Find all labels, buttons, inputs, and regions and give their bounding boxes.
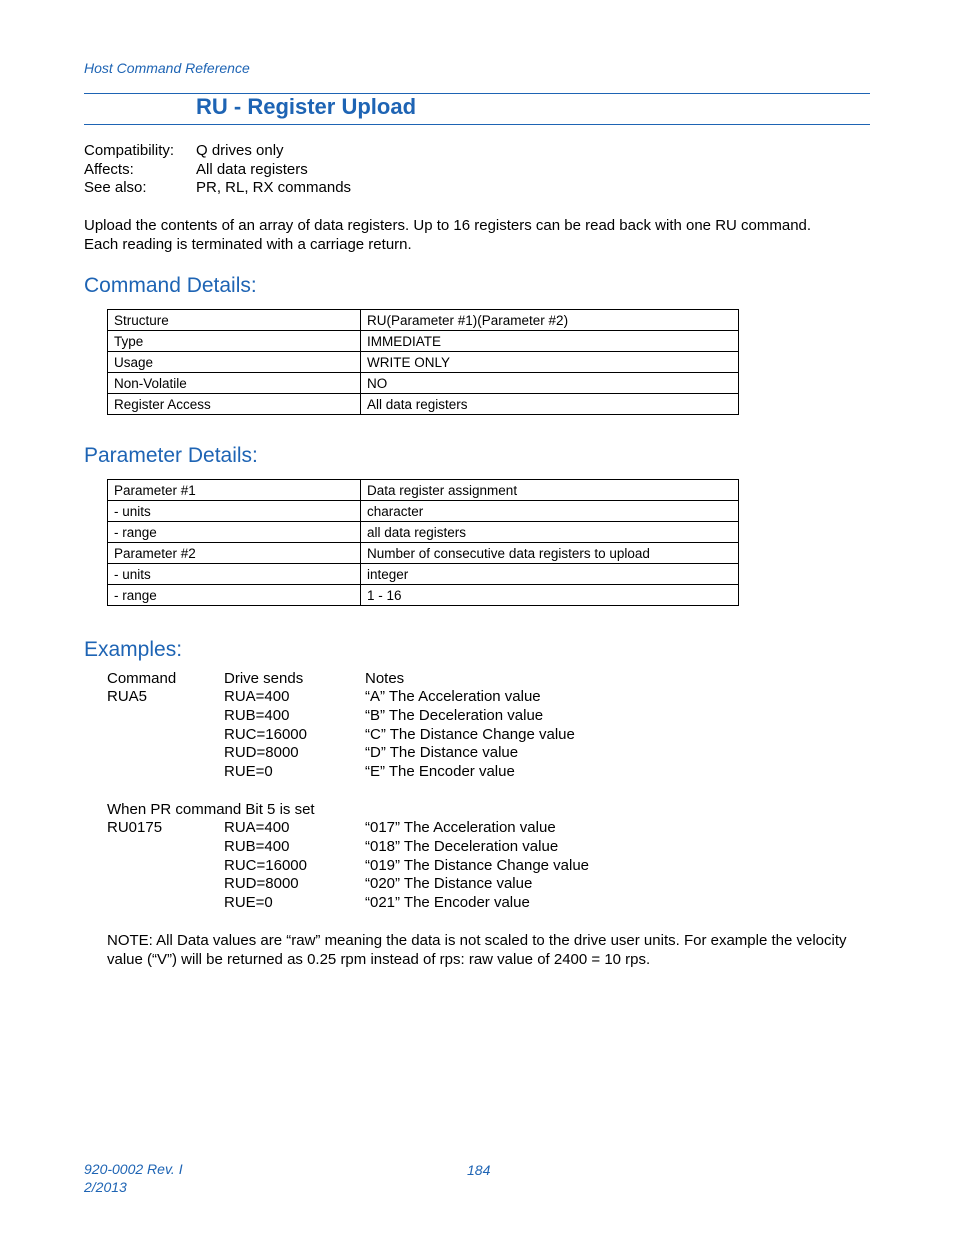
example-response: RUA=400 [224, 819, 290, 836]
table-cell-label: - units [108, 501, 361, 522]
table-cell-label: Usage [108, 352, 361, 373]
example-note: “C” The Distance Change value [365, 726, 575, 743]
example-response: RUA=400 [224, 688, 290, 705]
example-note: “E” The Encoder value [365, 763, 515, 780]
examples-column-command: Command [107, 670, 177, 687]
example-response: RUE=0 [224, 894, 273, 911]
table-row [108, 373, 739, 394]
example-row [107, 688, 807, 707]
parameter-details-table [107, 479, 739, 606]
table-cell-value: RU(Parameter #1)(Parameter #2) [361, 310, 739, 331]
table-row [108, 394, 739, 415]
example-note: “017” The Acceleration value [365, 819, 556, 836]
table-cell-label: - range [108, 522, 361, 543]
meta-value: All data registers [196, 160, 308, 178]
table-row [108, 564, 739, 585]
table-cell-label: - range [108, 585, 361, 606]
note-paragraph: NOTE: All Data values are “raw” meaning the data is not scaled to the drive user units. For example the velocity value (“V”) will be returned as 0.25 rpm instead of rps: raw value of 2400 = 10 rps. [107, 932, 847, 968]
table-cell-value: character [361, 501, 739, 522]
example-note: “021” The Encoder value [365, 894, 530, 911]
table-cell-value: 1 - 16 [361, 585, 739, 606]
meta-row-see-also [84, 179, 351, 198]
example-row [107, 838, 807, 857]
table-row [108, 522, 739, 543]
table-cell-label: Parameter #2 [108, 543, 361, 564]
example-command: RU0175 [107, 819, 163, 836]
table-cell-value: IMMEDIATE [361, 331, 739, 352]
page-number: 184 [467, 1162, 491, 1178]
table-cell-label: Structure [108, 310, 361, 331]
parameter-details-heading: Parameter Details: [84, 444, 258, 467]
footer-doc-info [84, 1160, 183, 1196]
meta-row-compatibility [84, 142, 351, 161]
meta-key: See also: [84, 179, 147, 197]
table-row [108, 543, 739, 564]
title-bottom-rule [84, 124, 870, 125]
example-response: RUB=400 [224, 707, 290, 724]
example-response: RUD=8000 [224, 744, 299, 761]
table-cell-value: all data registers [361, 522, 739, 543]
example-note: “020” The Distance value [365, 875, 533, 892]
example-row [107, 744, 807, 763]
table-cell-value: NO [361, 373, 739, 394]
command-details-table [107, 309, 739, 415]
table-cell-label: Parameter #1 [108, 480, 361, 501]
table-cell-value: Number of consecutive data registers to upload [361, 543, 739, 564]
meta-value: Q drives only [196, 142, 284, 159]
example-block2-label-row [107, 801, 807, 820]
example-response: RUD=8000 [224, 875, 299, 892]
example-row [107, 819, 807, 838]
example-row [107, 707, 807, 726]
example-response: RUC=16000 [224, 857, 307, 874]
example-response: RUB=400 [224, 838, 290, 855]
meta-row-affects [84, 161, 351, 180]
examples-column-notes: Notes [365, 670, 405, 687]
table-cell-value: integer [361, 564, 739, 585]
example-row [107, 894, 807, 913]
example-note: “018” The Deceleration value [365, 838, 559, 855]
table-cell-label: Non-Volatile [108, 373, 361, 394]
table-cell-label: Register Access [108, 394, 361, 415]
table-cell-label: - units [108, 564, 361, 585]
compatibility-block [84, 142, 351, 198]
meta-value: PR, RL, RX commands [196, 179, 352, 197]
example-command: RUA5 [107, 688, 148, 705]
table-row [108, 501, 739, 522]
table-cell-value: Data register assignment [361, 480, 739, 501]
example-note: “B” The Deceleration value [365, 707, 544, 724]
table-row [108, 585, 739, 606]
page-title: RU - Register Upload [196, 94, 417, 119]
description-paragraph [84, 217, 870, 254]
table-cell-value: All data registers [361, 394, 739, 415]
examples-heading: Examples: [84, 638, 183, 661]
table-row [108, 352, 739, 373]
example-response: RUC=16000 [224, 726, 307, 743]
description-line: Each reading is terminated with a carriage return. [84, 235, 412, 253]
running-header: Host Command Reference [84, 60, 250, 76]
example-note: “A” The Acceleration value [365, 688, 541, 705]
table-row [108, 331, 739, 352]
example-row [107, 726, 807, 745]
example-row [107, 763, 807, 782]
examples-column-drive-sends: Drive sends [224, 670, 304, 687]
example-row [107, 875, 807, 894]
example-note: “019” The Distance Change value [365, 857, 590, 874]
meta-key: Affects: [84, 160, 134, 178]
table-row [108, 310, 739, 331]
command-details-heading: Command Details: [84, 274, 257, 297]
example-row [107, 857, 807, 876]
examples-header-row [107, 670, 807, 689]
meta-key: Compatibility: [84, 142, 175, 159]
description-line: Upload the contents of an array of data registers. Up to 16 registers can be read back with one RU command. [84, 217, 812, 234]
example-response: RUE=0 [224, 763, 273, 780]
table-row [108, 480, 739, 501]
example-block2-label: When PR command Bit 5 is set [107, 801, 315, 818]
footer-doc-number: 920-0002 Rev. I [84, 1161, 183, 1177]
table-cell-value: WRITE ONLY [361, 352, 739, 373]
table-cell-label: Type [108, 331, 361, 352]
footer-date: 2/2013 [84, 1179, 127, 1195]
example-note: “D” The Distance value [365, 744, 519, 761]
